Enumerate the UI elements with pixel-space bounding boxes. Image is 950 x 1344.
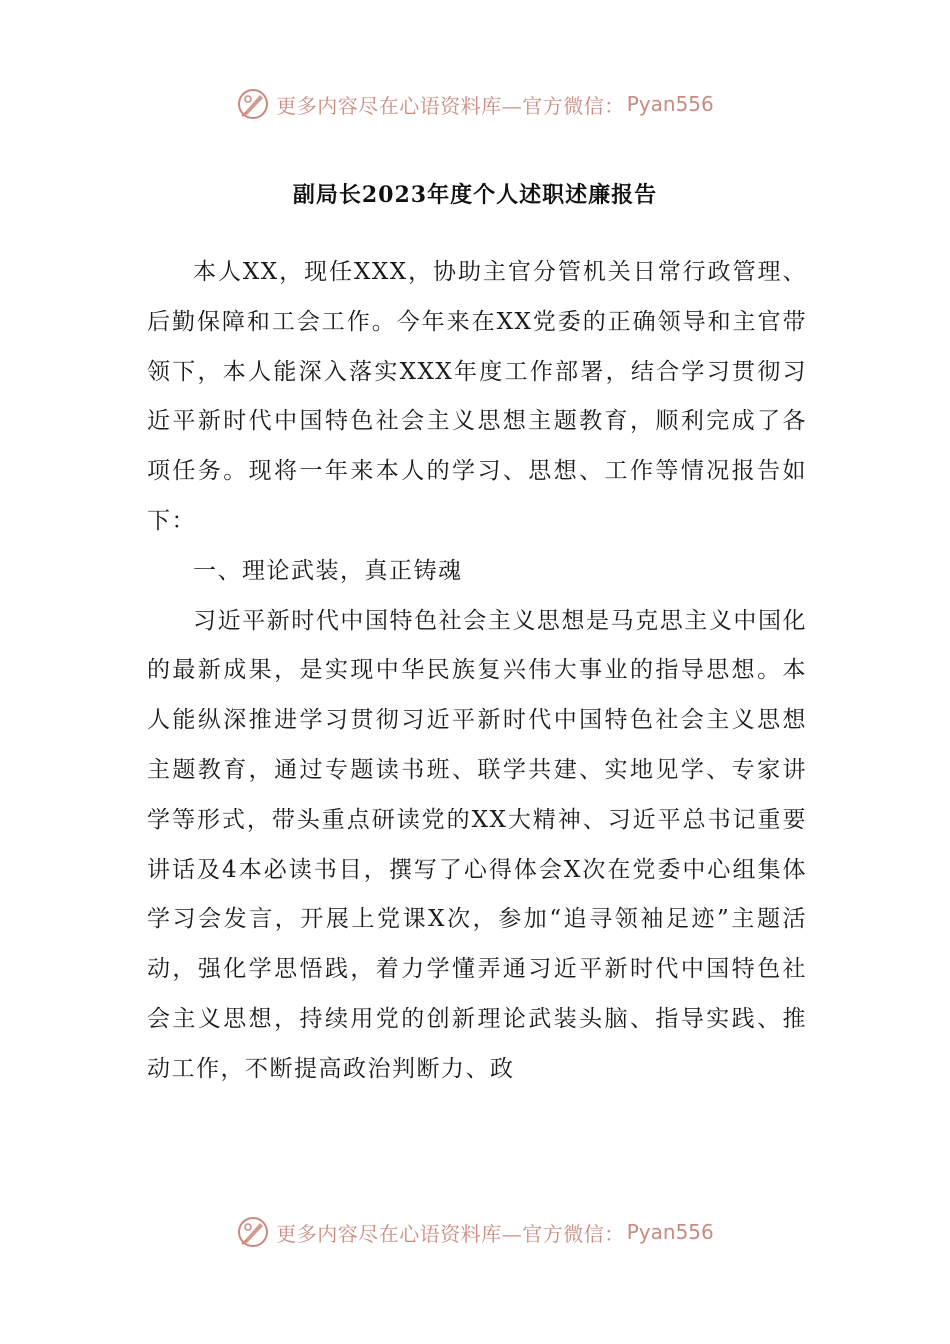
paragraph-theory: 习近平新时代中国特色社会主义思想是马克思主义中国化的最新成果，是实现中华民族复兴伟大事业的指导思想。本人能纵深推进学习贯彻习近平新时代中国特色社会主义思想主题教育，通过专题读书班、联学共建、实地见学、专家讲学等形式，带头重点研读党的XX大精神、习近平总书记重要讲话及4本必读书目，撰写了心得体会X次在党委中心组集体学习会发言，开展上党课X次，参加“追寻领袖足迹”主题活动，强化学思悟践，着力学懂弄通习近平新时代中国特色社会主义思想，持续用党的创新理论武装头脑、指导实践、推动工作，不断提高政治判断力、政 (147, 607, 807, 1082)
paragraph-intro: 本人XX，现任XXX，协助主官分管机关日常行政管理、后勤保障和工会工作。今年来在XX党委的正确领导和主官带领下，本人能深入落实XXX年度工作部署，结合学习贯彻习近平新时代中国特色社会主义思想主题教育，顺利完成了各项任务。现将一年来本人的学习、思想、工作等情况报告如下： (147, 259, 807, 534)
watermark-wechat-id: Pyan556 (626, 92, 714, 116)
document-title: 副局长2023年度个人述职述廉报告 (292, 182, 658, 208)
quill-logo-icon (236, 87, 270, 121)
watermark-wechat-id: Pyan556 (626, 1220, 714, 1244)
watermark-text: 更多内容尽在心语资料库—官方微信： (276, 1221, 625, 1246)
footer-watermark (0, 1212, 950, 1252)
header-watermark (0, 84, 950, 124)
watermark-text: 更多内容尽在心语资料库—官方微信： (276, 93, 625, 118)
document-body (147, 248, 807, 1095)
section-heading: 一、理论武装，真正铸魂 (193, 557, 463, 584)
quill-logo-icon (236, 1215, 270, 1249)
